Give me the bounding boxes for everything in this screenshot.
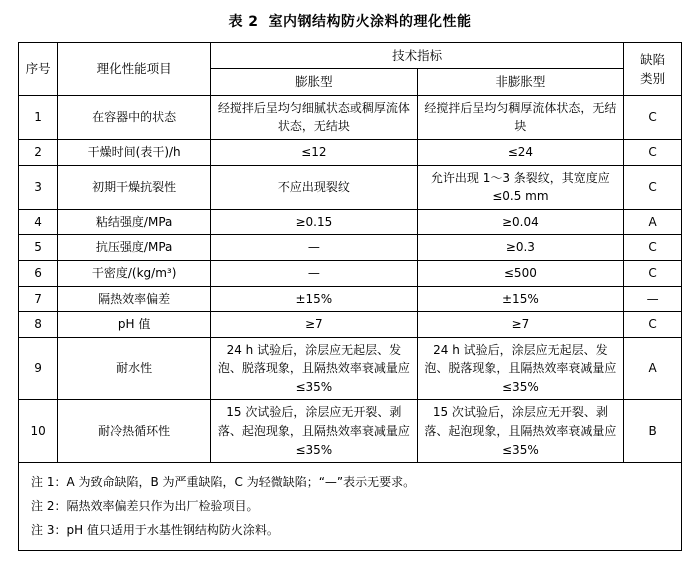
header-spec-non-intumescent: 非膨胀型 xyxy=(417,69,624,95)
row-defect: C xyxy=(624,139,682,165)
table-row xyxy=(19,165,682,209)
row-spec-b: ≥7 xyxy=(417,312,624,338)
table-title-text: 室内钢结构防火涂料的理化性能 xyxy=(268,14,472,30)
row-item: 抗压强度/MPa xyxy=(58,235,211,261)
row-item: 隔热效率偏差 xyxy=(58,286,211,312)
row-spec-b: ≥0.04 xyxy=(417,209,624,235)
row-defect: C xyxy=(624,235,682,261)
row-defect: C xyxy=(624,165,682,209)
row-spec-b: ≥0.3 xyxy=(417,235,624,261)
table-title xyxy=(0,11,700,31)
row-spec-a: ≥0.15 xyxy=(211,209,418,235)
row-spec-a: ±15% xyxy=(211,286,418,312)
row-spec-b: 允许出现 1～3 条裂纹，其宽度应≤0.5 mm xyxy=(417,165,624,209)
row-item: 在容器中的状态 xyxy=(58,95,211,139)
row-defect: A xyxy=(624,337,682,400)
row-no: 8 xyxy=(19,312,58,338)
row-defect: — xyxy=(624,286,682,312)
row-item: 耐冷热循环性 xyxy=(58,400,211,463)
table-row xyxy=(19,286,682,312)
table-body xyxy=(19,95,682,463)
row-spec-a: 15 次试验后，涂层应无开裂、剥落、起泡现象，且隔热效率衰减量应≤35% xyxy=(211,400,418,463)
row-item: 干密度/(kg/m³) xyxy=(58,260,211,286)
row-defect: C xyxy=(624,312,682,338)
row-spec-a: 经搅拌后呈均匀细腻状态或稠厚流体状态，无结块 xyxy=(211,95,418,139)
header-spec-intumescent: 膨胀型 xyxy=(211,69,418,95)
table-header xyxy=(19,43,682,96)
table-row xyxy=(19,95,682,139)
table-row xyxy=(19,400,682,463)
row-spec-b: 24 h 试验后，涂层应无起层、发泡、脱落现象，且隔热效率衰减量应≤35% xyxy=(417,337,624,400)
row-item: 干燥时间(表干)/h xyxy=(58,139,211,165)
table-row xyxy=(19,139,682,165)
row-item: 粘结强度/MPa xyxy=(58,209,211,235)
table-row xyxy=(19,209,682,235)
row-spec-a: — xyxy=(211,260,418,286)
row-spec-a: — xyxy=(211,235,418,261)
row-item: 初期干燥抗裂性 xyxy=(58,165,211,209)
table-notes xyxy=(18,463,682,551)
header-defect-line2: 类别 xyxy=(640,70,666,86)
row-no: 5 xyxy=(19,235,58,261)
table-row xyxy=(19,312,682,338)
header-no: 序号 xyxy=(19,43,58,96)
row-no: 1 xyxy=(19,95,58,139)
row-spec-b: 15 次试验后，涂层应无开裂、剥落、起泡现象，且隔热效率衰减量应≤35% xyxy=(417,400,624,463)
row-defect: C xyxy=(624,95,682,139)
row-spec-b: ≤500 xyxy=(417,260,624,286)
row-no: 4 xyxy=(19,209,58,235)
note-1: 注 1：A 为致命缺陷，B 为严重缺陷，C 为轻微缺陷；“—”表示无要求。 xyxy=(31,475,416,490)
row-no: 6 xyxy=(19,260,58,286)
header-row-top xyxy=(19,43,682,69)
header-item: 理化性能项目 xyxy=(58,43,211,96)
row-spec-a: 不应出现裂纹 xyxy=(211,165,418,209)
table-row xyxy=(19,235,682,261)
row-item: pH 值 xyxy=(58,312,211,338)
row-defect: C xyxy=(624,260,682,286)
note-2: 注 2：隔热效率偏差只作为出厂检验项目。 xyxy=(31,499,259,514)
table-title-number: 表 2 xyxy=(228,14,259,30)
header-defect xyxy=(624,43,682,96)
row-spec-b: 经搅拌后呈均匀稠厚流体状态，无结块 xyxy=(417,95,624,139)
document-page xyxy=(0,11,700,579)
header-defect-line1: 缺陷 xyxy=(640,51,666,67)
table-row xyxy=(19,337,682,400)
row-no: 10 xyxy=(19,400,58,463)
row-spec-a: 24 h 试验后，涂层应无起层、发泡、脱落现象，且隔热效率衰减量应≤35% xyxy=(211,337,418,400)
row-no: 9 xyxy=(19,337,58,400)
row-no: 7 xyxy=(19,286,58,312)
row-spec-a: ≤12 xyxy=(211,139,418,165)
table-row xyxy=(19,260,682,286)
row-no: 2 xyxy=(19,139,58,165)
properties-table xyxy=(18,42,682,463)
row-no: 3 xyxy=(19,165,58,209)
row-item: 耐水性 xyxy=(58,337,211,400)
row-spec-a: ≥7 xyxy=(211,312,418,338)
note-3: 注 3：pH 值只适用于水基性钢结构防火涂料。 xyxy=(31,523,279,538)
header-spec-group: 技术指标 xyxy=(211,43,624,69)
row-spec-b: ±15% xyxy=(417,286,624,312)
row-defect: B xyxy=(624,400,682,463)
row-defect: A xyxy=(624,209,682,235)
row-spec-b: ≤24 xyxy=(417,139,624,165)
